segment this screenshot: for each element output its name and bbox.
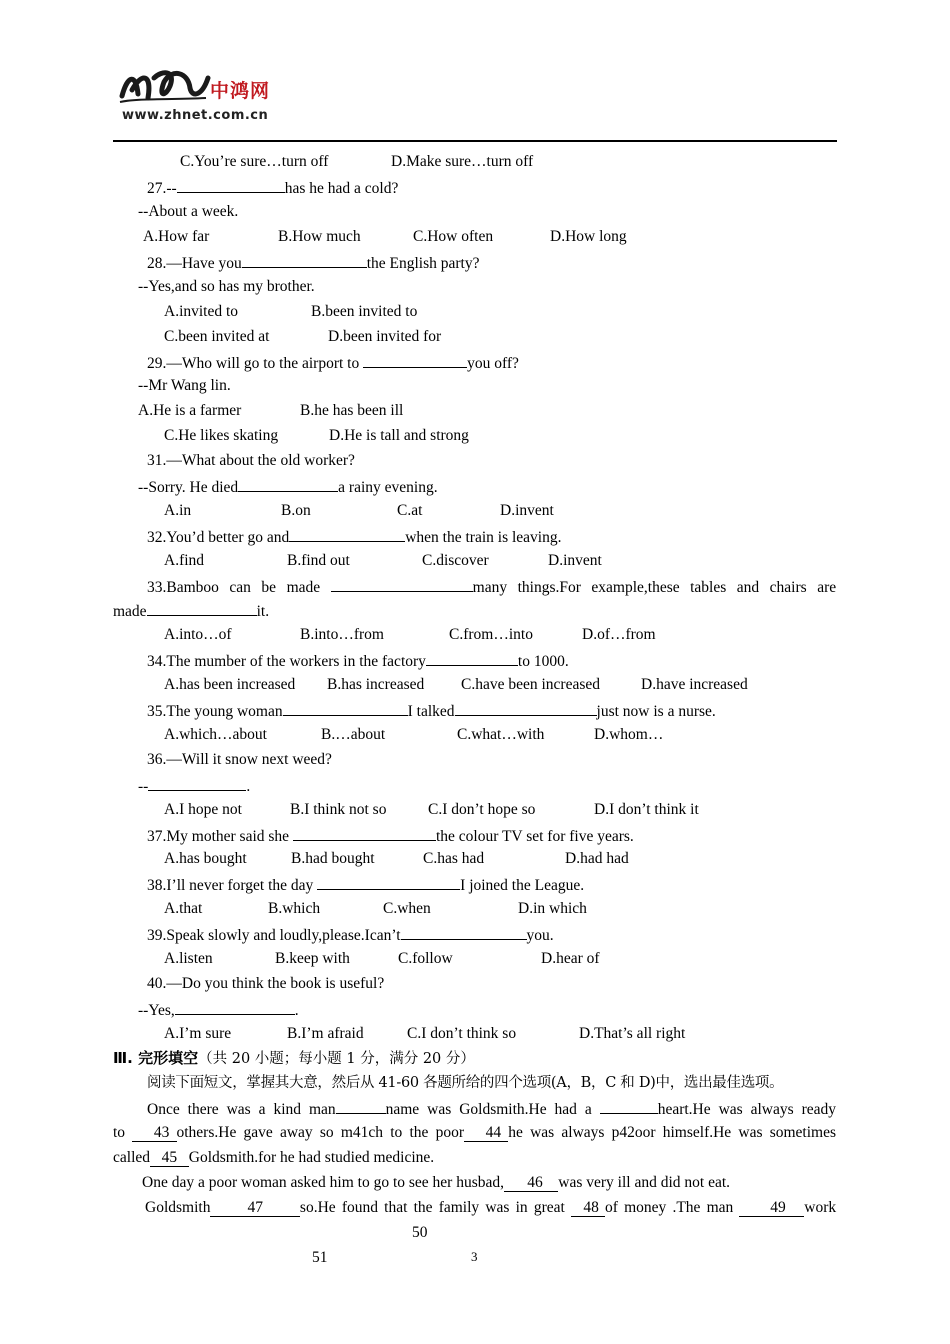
q32-option-c: C.discover <box>422 552 489 569</box>
header-rule <box>113 140 837 142</box>
q36-option-c: C.I don’t hope so <box>428 801 536 818</box>
q32-option-a: A.find <box>164 552 205 569</box>
question-37: 37.My mother said she the colour TV set for five years. <box>147 825 634 847</box>
blank-51: 51 <box>312 1249 328 1266</box>
q34-option-d: D.have increased <box>641 676 748 693</box>
q31-answer: --Sorry. He died a rainy evening. <box>138 476 438 498</box>
q37-option-a: A.has bought <box>164 850 247 867</box>
q40-option-c: C.I don’t think so <box>407 1025 517 1042</box>
q40-option-d: D.That’s all right <box>579 1025 686 1042</box>
q30-option-d: D.He is tall and strong <box>329 427 469 444</box>
q37-option-c: C.has had <box>423 850 485 867</box>
q30-option-c: C.He likes skating <box>164 427 279 444</box>
question-29: 29.—Who will go to the airport to you off? <box>147 352 519 374</box>
q27-option-a: A.How far <box>143 228 210 245</box>
question-40: 40.—Do you think the book is useful? <box>147 975 385 992</box>
question-38: 38.I’ll never forget the day I joined the League. <box>147 874 584 896</box>
passage-line-4: One day a poor woman asked him to go to see her husbad, 46 was very ill and did not eat. <box>142 1174 731 1191</box>
blank-50: 50 <box>412 1224 428 1241</box>
q33-option-a: A.into…of <box>164 626 232 643</box>
section-3-instruction: 阅读下面短文，掌握其大意，然后从 41-60 各题所给的四个选项(A，B，C 和 D)中，选出最佳选项。 <box>147 1075 784 1091</box>
q30-option-b: B.he has been ill <box>300 402 404 419</box>
blank-48: 48 <box>583 1199 599 1216</box>
q28-option-b: B.been invited to <box>311 303 418 320</box>
q40-answer: --Yes, . <box>138 999 299 1021</box>
q38-option-c: C.when <box>383 900 431 917</box>
q27-option-d: D.How long <box>550 228 627 245</box>
q28-option-c: C.been invited at <box>164 328 270 345</box>
blank-45: 45 <box>161 1149 178 1166</box>
q38-option-b: B.which <box>268 900 321 917</box>
blank-46: 46 <box>527 1174 543 1191</box>
passage-line-5: Goldsmith 47 so.He found that the family was in great 48 of money .The man 49 work <box>145 1199 837 1216</box>
q28-option-d: D.been invited for <box>328 328 442 345</box>
q26-option-c: C.You’re sure…turn off <box>180 153 329 170</box>
question-32: 32.You’d better go and when the train is leaving. <box>147 526 561 548</box>
q34-option-b: B.has increased <box>327 676 425 693</box>
blank-42: 42 <box>619 1124 635 1141</box>
section-3-title: Ⅲ. 完形填空 <box>113 1049 199 1067</box>
q36-option-b: B.I think not so <box>290 801 387 818</box>
question-31: 31.—What about the old worker? <box>147 452 355 469</box>
page-number: 3 <box>471 1249 478 1264</box>
question-27: 27.-- has he had a cold? <box>147 177 398 199</box>
q37-option-d: D.had had <box>565 850 629 867</box>
q34-option-a: A.has been increased <box>164 676 296 693</box>
q33-option-d: D.of…from <box>582 626 656 643</box>
question-28: 28.—Have you the English party? <box>147 252 479 274</box>
q38-option-a: A.that <box>164 900 203 917</box>
logo-chinese-name: 中鸿网 <box>210 80 271 102</box>
passage-line-2: to 43 others.He gave away so m41ch to the poor 44 he was always p42oor himself.He was sometimes <box>113 1124 836 1141</box>
site-logo <box>118 68 283 128</box>
blank-47: 47 <box>247 1199 263 1216</box>
passage-line-1: Once there was a kind man name was Goldsmith.He had a heart.He was always ready <box>147 1098 836 1120</box>
q31-option-a: A.in <box>164 502 192 519</box>
q35-option-b: B.…about <box>321 726 386 743</box>
q31-option-d: D.invent <box>500 502 554 519</box>
section-3-heading <box>113 1048 475 1069</box>
q26-option-d: D.Make sure…turn off <box>391 153 534 170</box>
section-3-note: （共 20 小题；每小题 1 分，满分 20 分） <box>198 1051 475 1067</box>
question-35: 35.The young woman I talked just now is a nurse. <box>147 700 716 722</box>
q27-answer: --About a week. <box>138 203 239 220</box>
q37-option-b: B.had bought <box>291 850 375 867</box>
blank-49: 49 <box>770 1199 786 1216</box>
passage-line-3: called 45 Goldsmith.for he had studied medicine. <box>113 1149 435 1166</box>
q33-option-b: B.into…from <box>300 626 384 643</box>
q28-answer: --Yes,and so has my brother. <box>138 278 315 295</box>
question-39: 39.Speak slowly and loudly,please.Ican’t you. <box>147 924 554 946</box>
q30-option-a: A.He is a farmer <box>138 402 242 419</box>
q39-option-b: B.keep with <box>275 950 350 967</box>
q35-option-c: C.what…with <box>457 726 545 743</box>
q38-option-d: D.in which <box>518 900 587 917</box>
q34-option-c: C.have been increased <box>461 676 601 693</box>
q31-option-c: C.at <box>397 502 423 519</box>
q32-option-d: D.invent <box>548 552 602 569</box>
question-33-line-1: 33.Bamboo can be made many things.For example,these tables and chairs are <box>147 576 836 598</box>
q27-option-c: C.How often <box>413 228 494 245</box>
q28-option-a: A.invited to <box>164 303 239 320</box>
question-36: 36.—Will it snow next weed? <box>147 751 332 768</box>
q32-option-b: B.find out <box>287 552 350 569</box>
q27-option-b: B.How much <box>278 228 361 245</box>
q31-option-b: B.on <box>281 502 311 519</box>
logo-url: www.zhnet.com.cn <box>122 108 269 123</box>
q36-option-d: D.I don’t think it <box>594 801 699 818</box>
blank-43: 43 <box>153 1124 170 1141</box>
question-33-line-2: made it. <box>113 600 269 622</box>
q39-option-d: D.hear of <box>541 950 600 967</box>
q35-option-a: A.which…about <box>164 726 267 743</box>
q35-option-d: D.whom… <box>594 726 664 743</box>
blank-41: 41 <box>352 1124 369 1141</box>
q36-option-a: A.I hope not <box>164 801 242 818</box>
q40-option-a: A.I’m sure <box>164 1025 232 1042</box>
blank-44: 44 <box>485 1124 502 1141</box>
q39-option-c: C.follow <box>398 950 453 967</box>
q29-answer: --Mr Wang lin. <box>138 377 231 394</box>
q36-answer: -- . <box>138 775 250 797</box>
q39-option-a: A.listen <box>164 950 213 967</box>
logo-brush-mark <box>118 68 213 108</box>
q33-option-c: C.from…into <box>449 626 533 643</box>
q40-option-b: B.I’m afraid <box>287 1025 364 1042</box>
question-34: 34.The mumber of the workers in the factory to 1000. <box>147 650 569 672</box>
